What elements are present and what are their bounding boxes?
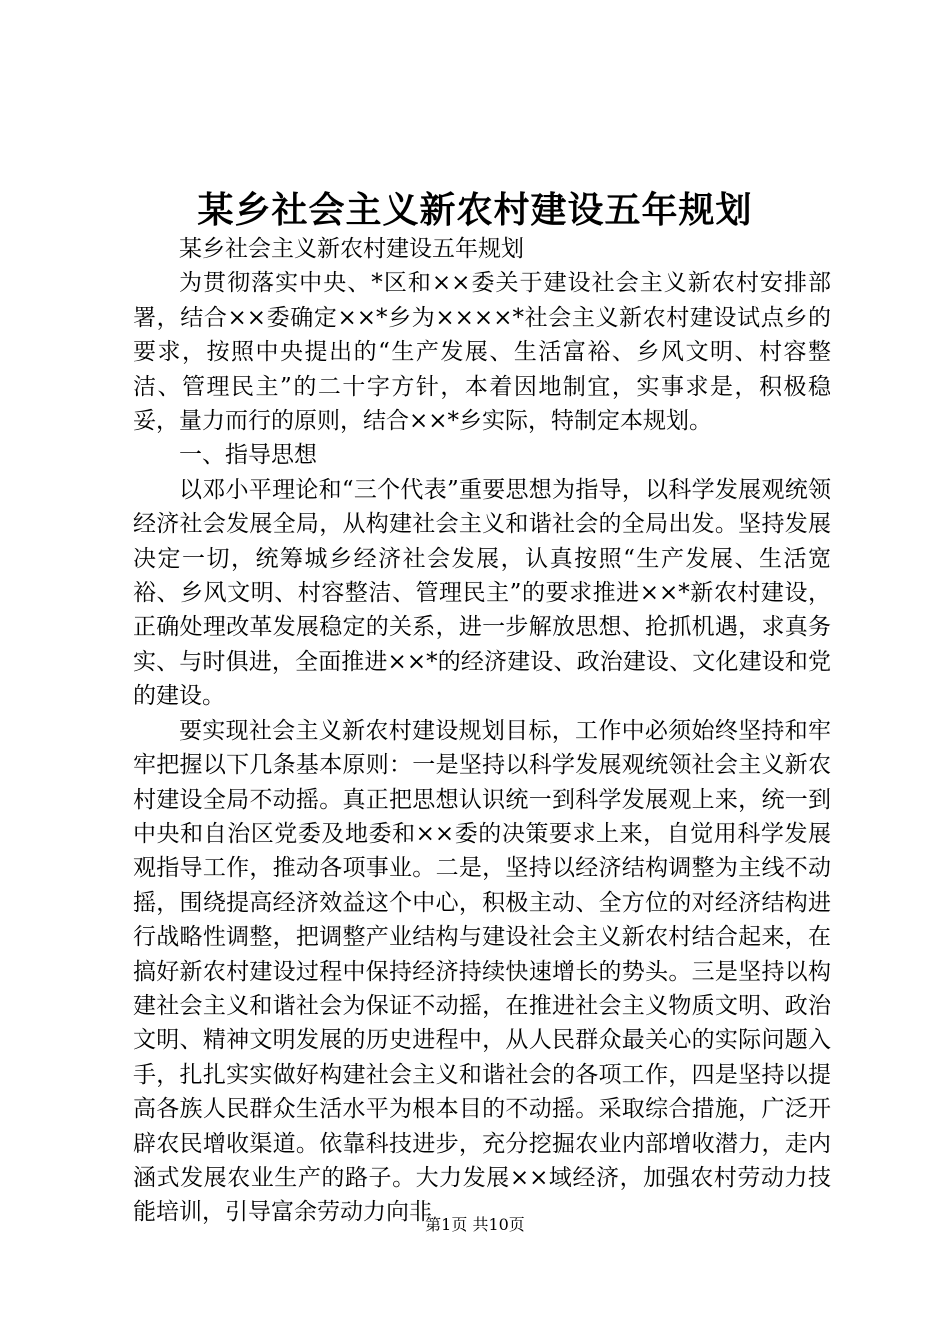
principles-paragraph: 要实现社会主义新农村建设规划目标，工作中必须始终坚持和牢牢把握以下几条基本原则：一是坚持以科学发展观统领社会主义新农村建设全局不动摇。真正把思想认识统一到科学发展观上来，统一到中央和自治区党委及地委和××委的决策要求上来，自觉用科学发展观指导工作，推动各项事业。二是，坚持以经济结构调整为主线不动摇，围绕提高经济效益这个中心，积极主动、全方位的对经济结构进行战略性调整，把调整产业结构与建设社会主义新农村结合起来，在搞好新农村建设过程中保持经济持续快速增长的势头。三是坚持以构建社会主义和谐社会为保证不动摇，在推进社会主义物质文明、政治文明、精神文明发展的历史进程中，从人民群众最关心的实际问题入手，扎扎实实做好构建社会主义和谐社会的各项工作，四是坚持以提高各族人民群众生活水平为根本目的不动摇。采取综合措施，广泛开辟农民增收渠道。依靠科技进步，充分挖掘农业内部增收潜力，走内涵式发展农业生产的路子。大力发展××域经济，加强农村劳动力技能培训，引导富余劳动力向非	[133, 717, 831, 1226]
page-number-footer: 第1页 共10页	[425, 1215, 525, 1234]
guiding-ideology-paragraph: 以邓小平理论和“三个代表”重要思想为指导，以科学发展观统领经济社会发展全局，从构建社会主义和谐社会的全局出发。坚持发展决定一切，统筹城乡经济社会发展，认真按照“生产发展、生活宽裕、乡风文明、村容整洁、管理民主”的要求推进××*新农村建设，正确处理改革发展稳定的关系，进一步解放思想、抢抓机遇，求真务实、与时俱进，全面推进××*的经济建设、政治建设、文化建设和党的建设。	[133, 476, 831, 710]
document-title: 某乡社会主义新农村建设五年规划	[197, 189, 753, 231]
section-heading-guiding-ideology: 一、指导思想	[179, 442, 317, 469]
document-body	[133, 232, 831, 1230]
intro-paragraph: 为贯彻落实中央、*区和××委关于建设社会主义新农村安排部署，结合××委确定××*乡为××××*社会主义新农村建设试点乡的要求，按照中央提出的“生产发展、生活富裕、乡风文明、村容整洁、管理民主”的二十字方针，本着因地制宜，实事求是，积极稳妥，量力而行的原则，结合××*乡实际，特制定本规划。	[133, 270, 831, 435]
subtitle-paragraph: 某乡社会主义新农村建设五年规划	[179, 236, 524, 262]
